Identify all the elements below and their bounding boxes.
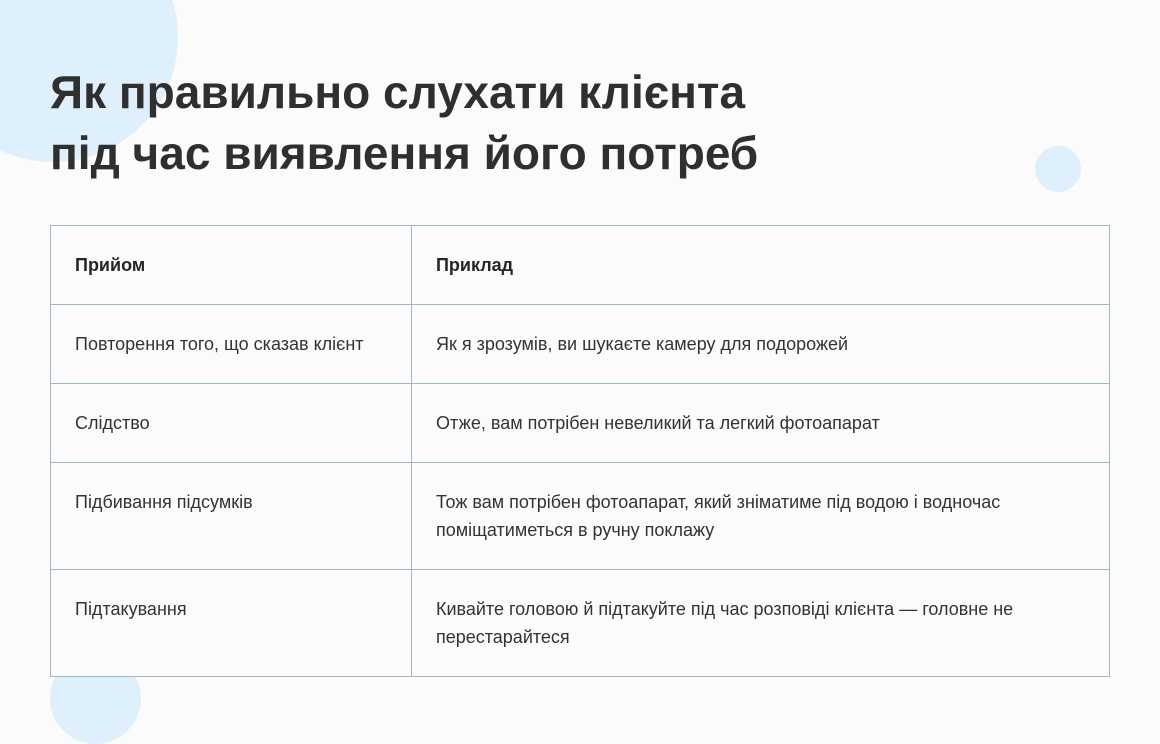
page-title-line-1: Як правильно слухати клієнта bbox=[50, 66, 746, 118]
table-body bbox=[51, 305, 1110, 677]
example-cell: Отже, вам потрібен невеликий та легкий фотоапарат bbox=[411, 384, 1109, 463]
technique-cell: Підбивання підсумків bbox=[51, 463, 412, 570]
listening-techniques-table bbox=[50, 225, 1110, 677]
technique-column-header: Прийом bbox=[51, 226, 412, 305]
table-row bbox=[51, 384, 1110, 463]
table-header bbox=[51, 226, 1110, 305]
technique-cell: Слідство bbox=[51, 384, 412, 463]
table-header-row bbox=[51, 226, 1110, 305]
example-cell: Кивайте головою й підтакуйте під час розповіді клієнта — головне не перестарайтеся bbox=[411, 570, 1109, 677]
table-row bbox=[51, 463, 1110, 570]
example-cell: Тож вам потрібен фотоапарат, який зніматиме під водою і водночас поміщатиметься в ручну поклажу bbox=[411, 463, 1109, 570]
technique-cell: Повторення того, що сказав клієнт bbox=[51, 305, 412, 384]
table-row bbox=[51, 570, 1110, 677]
technique-cell: Підтакування bbox=[51, 570, 412, 677]
example-cell: Як я зрозумів, ви шукаєте камеру для подорожей bbox=[411, 305, 1109, 384]
page-title-line-2: під час виявлення його потреб bbox=[50, 127, 759, 179]
page-title bbox=[50, 62, 758, 184]
example-column-header: Приклад bbox=[411, 226, 1109, 305]
table-row bbox=[51, 305, 1110, 384]
decorative-circle-right bbox=[1035, 146, 1081, 192]
